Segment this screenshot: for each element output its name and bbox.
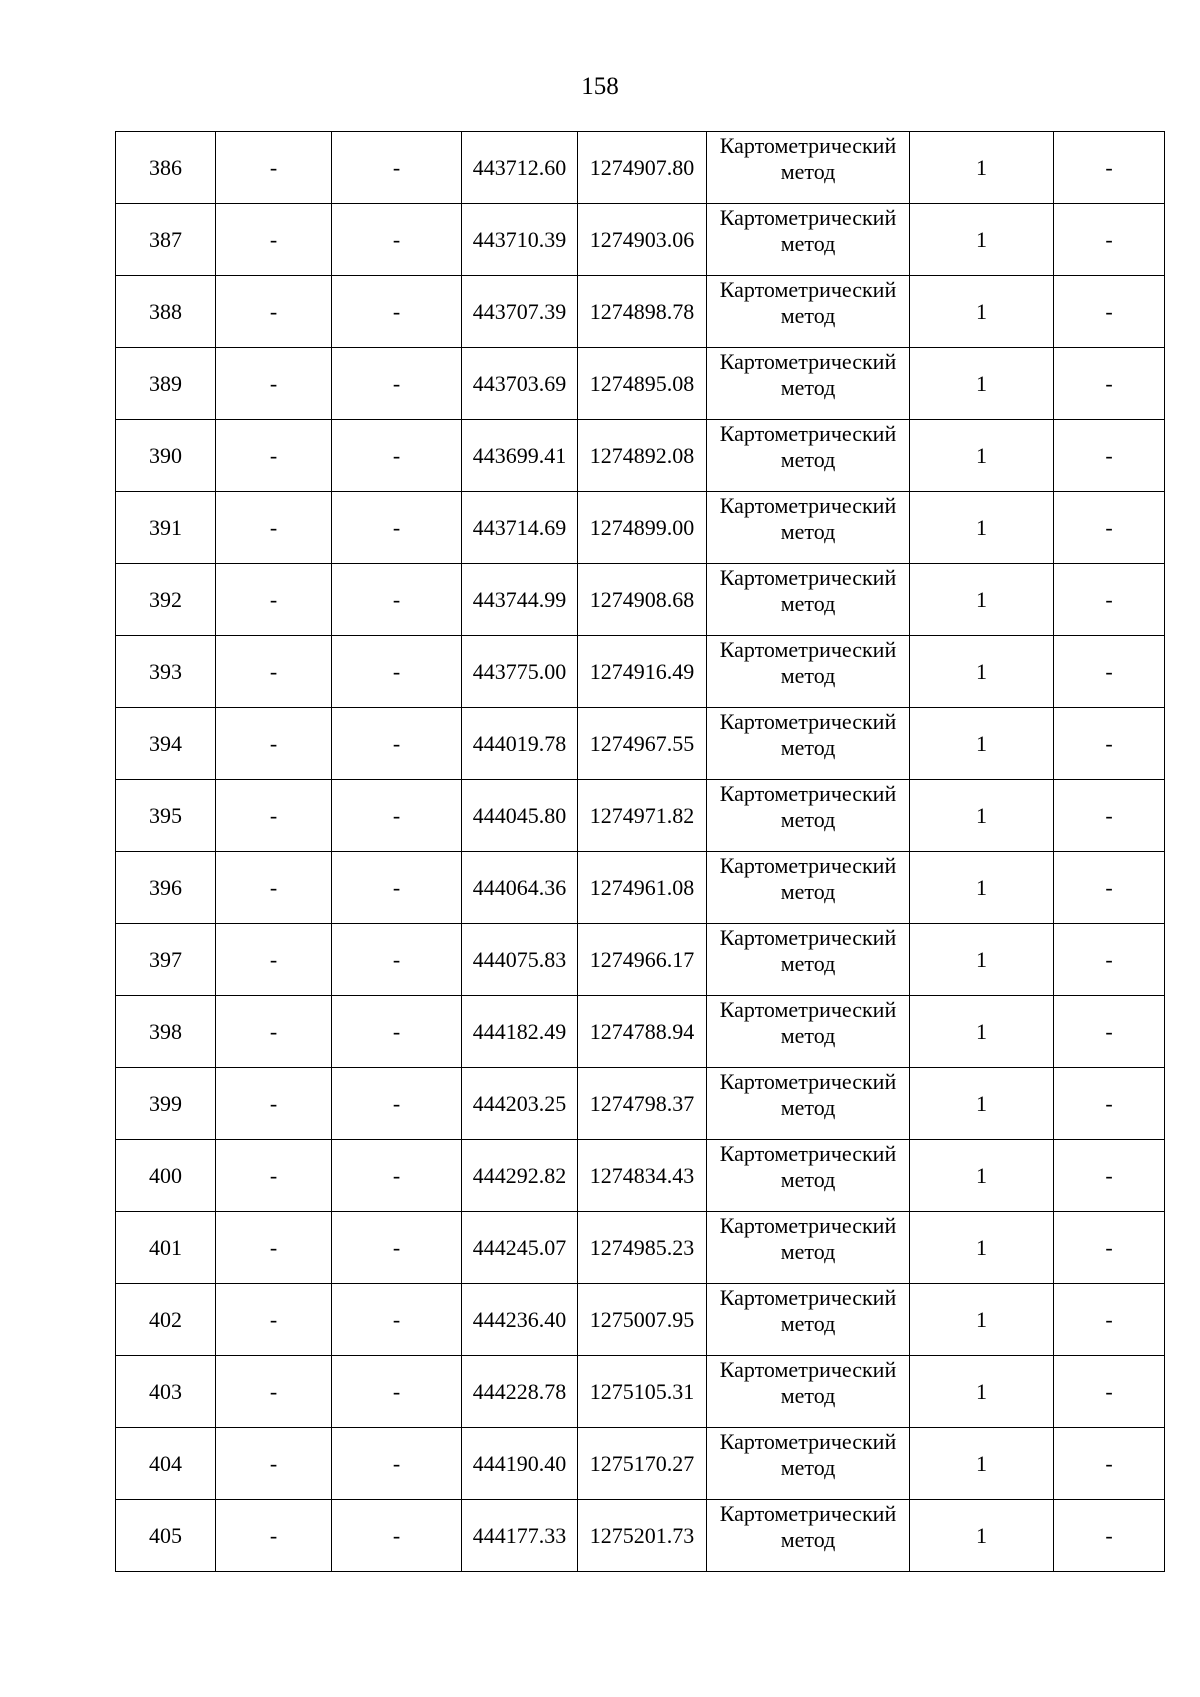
cell-y-coordinate: 1275170.27 (578, 1428, 707, 1500)
cell-point-number: 389 (116, 348, 216, 420)
cell-y-coordinate: 1275201.73 (578, 1500, 707, 1572)
method-line-2: метод (780, 375, 836, 400)
cell-col8: - (1054, 1140, 1165, 1212)
method-line-1: Картометрический (719, 493, 897, 518)
cell-method (707, 1356, 910, 1428)
cell-col3: - (332, 708, 462, 780)
cell-col2: - (216, 564, 332, 636)
cell-x-coordinate: 444182.49 (462, 996, 578, 1068)
cell-col8: - (1054, 204, 1165, 276)
cell-x-coordinate: 443712.60 (462, 132, 578, 204)
cell-col7: 1 (910, 1356, 1054, 1428)
cell-method (707, 852, 910, 924)
cell-col3: - (332, 492, 462, 564)
method-line-1: Картометрический (719, 1141, 897, 1166)
method-line-1: Картометрический (719, 1357, 897, 1382)
method-line-2: метод (780, 879, 836, 904)
method-line-1: Картометрический (719, 349, 897, 374)
cell-col2: - (216, 852, 332, 924)
cell-point-number: 390 (116, 420, 216, 492)
method-line-1: Картометрический (719, 1501, 897, 1526)
cell-y-coordinate: 1274895.08 (578, 348, 707, 420)
cell-col2: - (216, 1500, 332, 1572)
cell-x-coordinate: 444245.07 (462, 1212, 578, 1284)
table-row (116, 636, 1165, 708)
cell-point-number: 398 (116, 996, 216, 1068)
cell-col3: - (332, 132, 462, 204)
cell-method (707, 204, 910, 276)
cell-y-coordinate: 1274908.68 (578, 564, 707, 636)
cell-col2: - (216, 1140, 332, 1212)
table-row (116, 1356, 1165, 1428)
cell-col7: 1 (910, 1428, 1054, 1500)
cell-method (707, 1140, 910, 1212)
method-line-1: Картометрический (719, 277, 897, 302)
cell-col8: - (1054, 132, 1165, 204)
cell-col3: - (332, 780, 462, 852)
method-line-2: метод (780, 663, 836, 688)
method-line-2: метод (780, 735, 836, 760)
cell-col2: - (216, 636, 332, 708)
cell-x-coordinate: 444045.80 (462, 780, 578, 852)
cell-y-coordinate: 1275105.31 (578, 1356, 707, 1428)
method-line-1: Картометрический (719, 853, 897, 878)
cell-x-coordinate: 444019.78 (462, 708, 578, 780)
cell-y-coordinate: 1274788.94 (578, 996, 707, 1068)
table-row (116, 708, 1165, 780)
method-line-1: Картометрический (719, 1285, 897, 1310)
cell-col8: - (1054, 1284, 1165, 1356)
cell-y-coordinate: 1274966.17 (578, 924, 707, 996)
cell-point-number: 403 (116, 1356, 216, 1428)
cell-x-coordinate: 444190.40 (462, 1428, 578, 1500)
cell-col8: - (1054, 1212, 1165, 1284)
method-line-1: Картометрический (719, 1213, 897, 1238)
cell-y-coordinate: 1274985.23 (578, 1212, 707, 1284)
cell-x-coordinate: 443703.69 (462, 348, 578, 420)
cell-col3: - (332, 852, 462, 924)
cell-col8: - (1054, 420, 1165, 492)
cell-x-coordinate: 443714.69 (462, 492, 578, 564)
cell-col3: - (332, 1212, 462, 1284)
cell-x-coordinate: 444236.40 (462, 1284, 578, 1356)
cell-point-number: 396 (116, 852, 216, 924)
cell-col8: - (1054, 924, 1165, 996)
cell-col2: - (216, 1284, 332, 1356)
cell-col7: 1 (910, 348, 1054, 420)
table-row (116, 132, 1165, 204)
cell-col2: - (216, 780, 332, 852)
cell-col2: - (216, 1068, 332, 1140)
table-row (116, 1068, 1165, 1140)
cell-y-coordinate: 1274907.80 (578, 132, 707, 204)
cell-method (707, 1212, 910, 1284)
method-line-2: метод (780, 303, 836, 328)
cell-col3: - (332, 1500, 462, 1572)
method-line-2: метод (780, 1239, 836, 1264)
cell-method (707, 996, 910, 1068)
table-row (116, 492, 1165, 564)
cell-col8: - (1054, 708, 1165, 780)
cell-point-number: 400 (116, 1140, 216, 1212)
cell-method (707, 1500, 910, 1572)
cell-col2: - (216, 420, 332, 492)
coordinates-table (115, 131, 1165, 1572)
cell-x-coordinate: 444075.83 (462, 924, 578, 996)
cell-method (707, 132, 910, 204)
method-line-1: Картометрический (719, 205, 897, 230)
method-line-1: Картометрический (719, 709, 897, 734)
cell-point-number: 399 (116, 1068, 216, 1140)
cell-col7: 1 (910, 492, 1054, 564)
cell-y-coordinate: 1274903.06 (578, 204, 707, 276)
method-line-2: метод (780, 1455, 836, 1480)
method-line-2: метод (780, 807, 836, 832)
cell-point-number: 388 (116, 276, 216, 348)
method-line-2: метод (780, 1527, 836, 1552)
cell-col2: - (216, 924, 332, 996)
method-line-1: Картометрический (719, 1069, 897, 1094)
cell-col8: - (1054, 780, 1165, 852)
cell-y-coordinate: 1274971.82 (578, 780, 707, 852)
cell-col3: - (332, 204, 462, 276)
table-row (116, 1500, 1165, 1572)
cell-col8: - (1054, 996, 1165, 1068)
cell-method (707, 636, 910, 708)
cell-method (707, 1428, 910, 1500)
cell-col8: - (1054, 1428, 1165, 1500)
cell-col8: - (1054, 276, 1165, 348)
cell-y-coordinate: 1274798.37 (578, 1068, 707, 1140)
cell-col8: - (1054, 492, 1165, 564)
cell-col3: - (332, 996, 462, 1068)
method-line-1: Картометрический (719, 133, 897, 158)
cell-point-number: 392 (116, 564, 216, 636)
cell-col7: 1 (910, 780, 1054, 852)
cell-col8: - (1054, 852, 1165, 924)
cell-method (707, 492, 910, 564)
table-row (116, 204, 1165, 276)
method-line-2: метод (780, 447, 836, 472)
cell-col2: - (216, 276, 332, 348)
cell-col7: 1 (910, 1500, 1054, 1572)
cell-y-coordinate: 1275007.95 (578, 1284, 707, 1356)
table-row (116, 276, 1165, 348)
cell-col7: 1 (910, 204, 1054, 276)
cell-x-coordinate: 443775.00 (462, 636, 578, 708)
method-line-2: метод (780, 231, 836, 256)
cell-col2: - (216, 1428, 332, 1500)
cell-point-number: 404 (116, 1428, 216, 1500)
cell-col2: - (216, 708, 332, 780)
table-row (116, 780, 1165, 852)
table-row (116, 564, 1165, 636)
table-row (116, 348, 1165, 420)
cell-x-coordinate: 443710.39 (462, 204, 578, 276)
cell-col7: 1 (910, 924, 1054, 996)
cell-col7: 1 (910, 420, 1054, 492)
cell-col7: 1 (910, 636, 1054, 708)
table-body (116, 132, 1165, 1572)
cell-method (707, 1284, 910, 1356)
cell-col8: - (1054, 636, 1165, 708)
cell-point-number: 401 (116, 1212, 216, 1284)
method-line-1: Картометрический (719, 565, 897, 590)
method-line-2: метод (780, 1383, 836, 1408)
method-line-1: Картометрический (719, 997, 897, 1022)
cell-col7: 1 (910, 132, 1054, 204)
cell-method (707, 924, 910, 996)
cell-point-number: 393 (116, 636, 216, 708)
table-row (116, 852, 1165, 924)
cell-y-coordinate: 1274834.43 (578, 1140, 707, 1212)
cell-col3: - (332, 924, 462, 996)
cell-col2: - (216, 348, 332, 420)
cell-col2: - (216, 204, 332, 276)
table-row (116, 1140, 1165, 1212)
method-line-2: метод (780, 1095, 836, 1120)
method-line-2: метод (780, 1167, 836, 1192)
method-line-2: метод (780, 519, 836, 544)
cell-x-coordinate: 443744.99 (462, 564, 578, 636)
cell-method (707, 780, 910, 852)
cell-col7: 1 (910, 852, 1054, 924)
cell-col3: - (332, 1356, 462, 1428)
cell-col7: 1 (910, 564, 1054, 636)
cell-col8: - (1054, 564, 1165, 636)
cell-method (707, 708, 910, 780)
method-line-1: Картометрический (719, 421, 897, 446)
cell-col7: 1 (910, 1068, 1054, 1140)
cell-y-coordinate: 1274898.78 (578, 276, 707, 348)
cell-method (707, 276, 910, 348)
method-line-1: Картометрический (719, 925, 897, 950)
cell-col2: - (216, 132, 332, 204)
cell-col3: - (332, 420, 462, 492)
method-line-2: метод (780, 159, 836, 184)
cell-col7: 1 (910, 276, 1054, 348)
cell-point-number: 405 (116, 1500, 216, 1572)
cell-x-coordinate: 444203.25 (462, 1068, 578, 1140)
method-line-2: метод (780, 1023, 836, 1048)
cell-col3: - (332, 564, 462, 636)
cell-method (707, 564, 910, 636)
cell-point-number: 391 (116, 492, 216, 564)
method-line-2: метод (780, 591, 836, 616)
cell-col3: - (332, 1428, 462, 1500)
cell-x-coordinate: 444064.36 (462, 852, 578, 924)
cell-point-number: 386 (116, 132, 216, 204)
cell-col3: - (332, 1140, 462, 1212)
cell-y-coordinate: 1274961.08 (578, 852, 707, 924)
method-line-1: Картометрический (719, 637, 897, 662)
cell-point-number: 397 (116, 924, 216, 996)
method-line-2: метод (780, 951, 836, 976)
cell-col7: 1 (910, 1140, 1054, 1212)
method-line-1: Картометрический (719, 1429, 897, 1454)
cell-x-coordinate: 444292.82 (462, 1140, 578, 1212)
cell-x-coordinate: 443707.39 (462, 276, 578, 348)
cell-col7: 1 (910, 708, 1054, 780)
cell-x-coordinate: 443699.41 (462, 420, 578, 492)
cell-col8: - (1054, 348, 1165, 420)
cell-col2: - (216, 1356, 332, 1428)
cell-point-number: 402 (116, 1284, 216, 1356)
page-number: 158 (581, 73, 619, 100)
cell-point-number: 394 (116, 708, 216, 780)
cell-col7: 1 (910, 996, 1054, 1068)
cell-col8: - (1054, 1356, 1165, 1428)
cell-y-coordinate: 1274899.00 (578, 492, 707, 564)
cell-point-number: 387 (116, 204, 216, 276)
cell-col2: - (216, 1212, 332, 1284)
cell-method (707, 1068, 910, 1140)
cell-method (707, 420, 910, 492)
cell-col2: - (216, 996, 332, 1068)
cell-col8: - (1054, 1068, 1165, 1140)
cell-col3: - (332, 276, 462, 348)
cell-col3: - (332, 1068, 462, 1140)
method-line-1: Картометрический (719, 781, 897, 806)
cell-point-number: 395 (116, 780, 216, 852)
cell-y-coordinate: 1274967.55 (578, 708, 707, 780)
table-row (116, 420, 1165, 492)
method-line-2: метод (780, 1311, 836, 1336)
table-row (116, 996, 1165, 1068)
cell-col7: 1 (910, 1284, 1054, 1356)
cell-col8: - (1054, 1500, 1165, 1572)
cell-col3: - (332, 636, 462, 708)
cell-col2: - (216, 492, 332, 564)
cell-y-coordinate: 1274916.49 (578, 636, 707, 708)
cell-y-coordinate: 1274892.08 (578, 420, 707, 492)
table-row (116, 1284, 1165, 1356)
cell-x-coordinate: 444228.78 (462, 1356, 578, 1428)
table-row (116, 1212, 1165, 1284)
cell-col7: 1 (910, 1212, 1054, 1284)
cell-col3: - (332, 1284, 462, 1356)
cell-x-coordinate: 444177.33 (462, 1500, 578, 1572)
table-row (116, 924, 1165, 996)
cell-col3: - (332, 348, 462, 420)
table-row (116, 1428, 1165, 1500)
cell-method (707, 348, 910, 420)
